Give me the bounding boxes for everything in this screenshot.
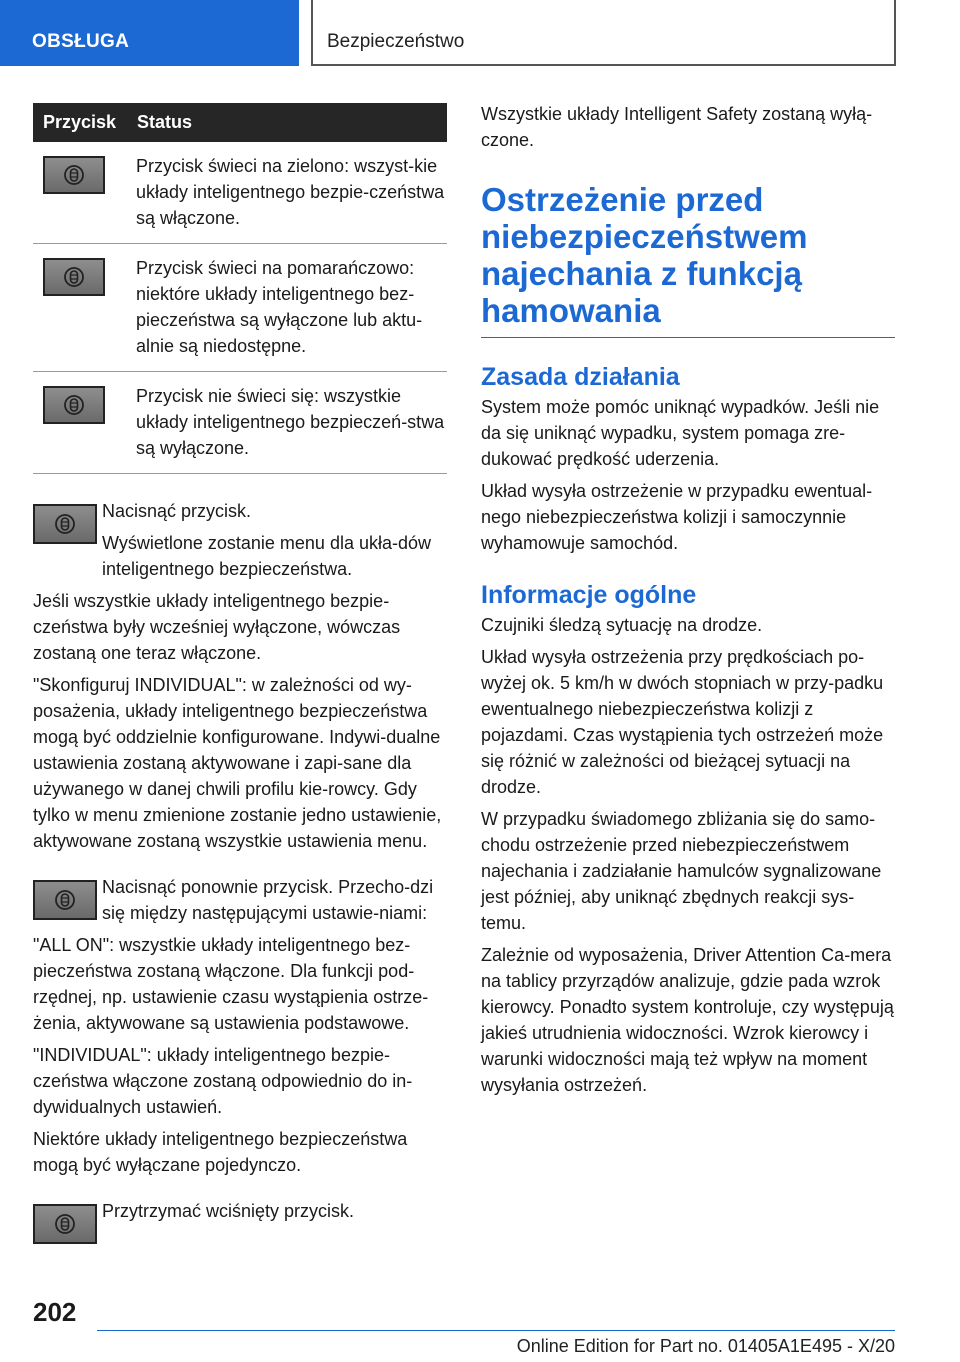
step-result-text: Wyświetlone zostanie menu dla ukła-dów inteligentnego bezpieczeństwa. [102,533,432,579]
step-hold-button [33,1198,447,1224]
table-row [33,372,447,474]
safety-button-icon [43,156,105,194]
page-header [0,0,960,66]
table-header-status: Status [133,103,447,142]
safety-button-icon [33,1204,97,1244]
status-text: Przycisk świeci na pomarańczowo: niektóre układy inteligentnego bez-pieczeństwa są wyłączone lub aktu-alnie są niedostępne. [133,244,447,372]
page-number: 202 [33,1297,77,1327]
subsection-heading: Zasada działania [481,363,680,391]
paragraph: Czujniki śledzą sytuację na drodze. [481,615,763,635]
button-status-table [33,103,447,474]
safety-button-icon [43,386,105,424]
table-row [33,142,447,244]
intro-paragraph: Wszystkie układy Intelligent Safety zostaną wyłą-czone. [481,104,873,150]
paragraph: System może pomóc uniknąć wypadków. Jeśli nie da się uniknąć wypadku, system pomaga zre-dukować prędkość uderzenia. [481,397,880,469]
chapter-title: Bezpieczeństwo [311,0,896,66]
step-press-button [33,498,447,582]
status-text: Przycisk nie świeci się: wszystkie układy inteligentnego bezpieczeń-stwa są wyłączone. [133,372,447,474]
paragraph: "INDIVIDUAL": układy inteligentnego bezpie-czeństwa włączone zostaną odpowiednio do in-dywidualnych ustawień. [33,1045,413,1117]
step-action-text: Nacisnąć przycisk. [102,501,252,521]
paragraph: Układ wysyła ostrzeżenie w przypadku ewentual-nego niebezpieczeństwa kolizji i samoczynnie wyhamowuje samochód. [481,481,873,553]
subsection-heading: Informacje ogólne [481,581,697,609]
safety-button-icon [43,258,105,296]
edition-text: Online Edition for Part no. 01405A1E495 - X/20 [516,1336,895,1356]
paragraph: "Skonfiguruj INDIVIDUAL": w zależności od wy-posażenia, układy inteligentnego bezpieczeństwa mogą być oddzielnie konfigurowane. Indywi-dualne ustawienia zostaną aktywowane i zapi-sane dla używanego w danej chwili profilu kie-rowcy. Gdy tylko w menu zmienione zostanie jedno ustawienie, aktywowane zostaną wszystkie ustawienia menu. [33,675,442,851]
step-action-text: Nacisnąć ponownie przycisk. Przecho-dzi się między następującymi ustawie-niami: [102,877,434,923]
safety-button-icon [33,880,97,920]
section-tab: OBSŁUGA [0,0,299,66]
paragraph: Układ wysyła ostrzeżenia przy prędkościach po-wyżej ok. 5 km/h w dwóch stopniach w przy-padku ewentualnego niebezpieczeństwa kolizji z pojazdami. Czas wystąpienia tych ostrzeżeń może się różnić w zależności od bieżącej sytuacji na drodze. [481,647,884,797]
table-row [33,244,447,372]
step-action-text: Przytrzymać wciśnięty przycisk. [102,1201,355,1221]
right-column [481,103,895,1104]
footer-divider [97,1330,895,1331]
section-heading: Ostrzeżenie przed niebezpieczeństwem najechania z funkcją hamowania [481,181,895,338]
paragraph: W przypadku świadomego zbliżania się do samo-chodu ostrzeżenie przed niebezpieczeństwem najechania i zadziałanie hamulców sygnalizowane jest później, aby uniknąć zbędnych reakcji sys-temu. [481,809,882,933]
status-text: Przycisk świeci na zielono: wszyst-kie układy inteligentnego bezpie-czeństwa są włączone. [133,142,447,244]
paragraph: Jeśli wszystkie układy inteligentnego bezpie-czeństwa były wcześniej wyłączone, wówczas zostaną one teraz włączone. [33,591,401,663]
paragraph: "ALL ON": wszystkie układy inteligentnego bez-pieczeństwa zostaną włączone. Dla funkcji pod-rzędnej, np. ustawienie czasu wystąpienia ostrze-żenia, aktywowane są ustawienia podstawowe. [33,935,429,1033]
left-column [33,103,447,1230]
table-header-row [33,103,447,142]
paragraph: Zależnie od wyposażenia, Driver Attention Ca-mera na tablicy przyrządów analizuje, gdzie pada wzrok kierowcy. Ponadto system kontroluje, czy występują jakieś utrudnienia widoczności. Wzrok kierowcy i warunki widoczności mają też wpływ na moment wysyłania ostrzeżeń. [481,945,894,1095]
safety-button-icon [33,504,97,544]
paragraph: Niektóre układy inteligentnego bezpieczeństwa mogą być wyłączane pojedynczo. [33,1129,408,1175]
table-header-button: Przycisk [33,103,133,142]
step-press-again [33,874,447,926]
